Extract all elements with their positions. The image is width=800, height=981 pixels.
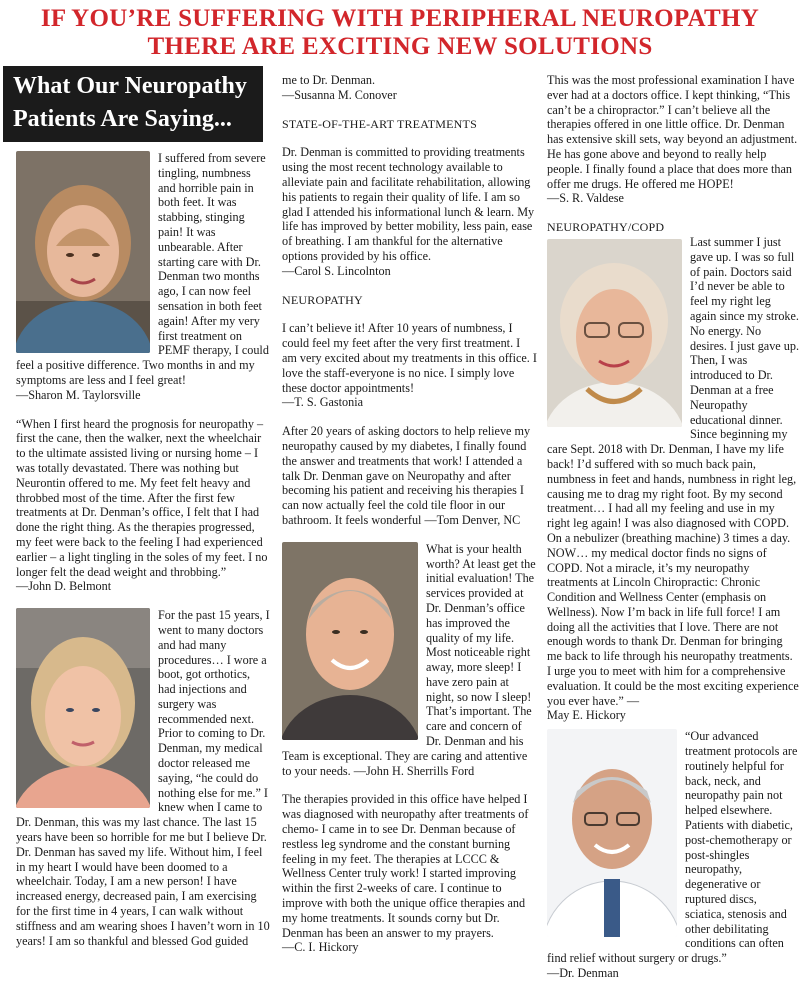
column-3 <box>547 73 799 981</box>
testimonial-carol-text: Dr. Denman is committed to providing treatments using the most recent technology available to alleviate pain and facilitate rehabilitation, allowing his patients to regain their quality of life. I am so glad I attended his informational lunch & learn. My life has improved by better mobility, less pain, ease of breathing. I am thankful for the alternative options provided by his office. <box>282 145 535 263</box>
testimonial-ci-signature: —C. I. Hickory <box>282 940 359 955</box>
testimonial-ci-text: The therapies provided in this office have helped I was diagnosed with neuropathy after treatments of chemo- I came in to see Dr. Denman because of restless leg syndrome and the constant burning feeling in my feet. The therapies at LCCC & Wellness Center truly work! I started improving within the first 2-weeks of care. I continue to improve with both the unique office therapies and my home treatments. It sounds corny but Dr. Denman has been an answer to my prayers. <box>282 792 529 940</box>
column-1 <box>16 151 270 948</box>
testimonial-carol-signature: —Carol S. Lincolnton <box>282 263 391 278</box>
headline-line-2: THERE ARE EXCITING NEW SOLUTIONS <box>147 33 653 60</box>
testimonial-ts-text: I can’t believe it! After 10 years of numbness, I could feel my feet after the very first treatment. I am very excited about my treatments in this office. I love the staff-everyone is no nice. I simply love these doctor appointments! <box>282 321 537 395</box>
testimonial-sharon-signature: —Sharon M. Taylorsville <box>16 387 141 402</box>
testimonial-sr-signature: —S. R. Valdese <box>547 191 624 206</box>
photo-may <box>547 239 682 427</box>
testimonial-john-d-text: “When I first heard the prognosis for neuropathy – first the cane, then the walker, next the wheelchair to the ultimate assisted living or nursing home – I was totally devastated. There was nothing but Neurontin offered to me. My feet felt heavy and throbbed most of the time. After the first few treatments at Dr. Denman’s office, I felt that I had done the right thing. As the therapies progressed, my feet were back to the feeling I had experienced earlier – a light tingling in the soles of my feet. I no longer felt the dead weight and throbbing.” <box>16 416 268 579</box>
section-title-line-1: What Our Neuropathy <box>13 73 247 99</box>
column-2 <box>282 73 538 955</box>
testimonial-susanna-text: For the past 15 years, I went to many doctors and had many procedures… I wore a boot, got orthotics, had injections and surgery was recommended next. Prior to coming to Dr. Denman, my medical doctor released me saying, “he could do nothing else for me.” I knew when I came to Dr. Denman, this was my last chance. The last 15 years have been so horrible for me but I believe Dr. Dr. Denman has saved my life. Without him, I feel in my heart I would have been doomed to a wheelchair. Today, I am a new person! I have increased energy, decreased pain, I am exercising for the first time in 4 years, I can walk without stiffness and am wearing shoes I haven’t worn in 10 years! I am so thankful and blessed God guided <box>16 608 270 948</box>
testimonial-tom-text: After 20 years of asking doctors to help relieve my neuropathy caused by my diabetes, I finally found the answer and treatments that work! I attended a talk Dr. Denman gave on Neuropathy and after becoming his patient and receiving his therapies I can now actually feel the cold tile floor in our bathroom. It feels wonderful —Tom Denver, NC <box>282 424 531 527</box>
subheading-neuropathy-copd: NEUROPATHY/COPD <box>547 220 665 235</box>
section-title-box <box>3 66 263 142</box>
testimonial-susanna-continued: me to Dr. Denman. <box>282 73 376 87</box>
testimonial-may-text: Last summer I just gave up. I was so full of pain. Doctors said I’d never be able to feel my right leg again since my stroke. No energy. No desires. I just gave up. Then, I was introduced to Dr. Denman at a free Neuropathy educational dinner. Since beginning my care Sept. 2018 with Dr. Denman, I have my life back! I’d suffered with so much back pain, numbness in feet and hands, numbness in right leg, causing me to drag my right foot. By my second treatment… I had all my feeling and use in my right leg again! I was also diagnosed with COPD. On a nebulizer (breathing machine) 3 times a day. NOW… my medical doctor finds no signs of COPD. Not a miracle, it’s my neuropathy treatments at Lincoln Chiropractic: Chronic Condition and Wellness Center (emphasis on Wellness). Now I’m back in life full force! I am doing all the activities that I love. There are not enough words to thank Dr. Denman for bringing me back to life through his neuropathy treatments. I urge you to meet with him for a comprehensive evaluation. It could be the most exciting experience you ever have.” — <box>547 234 799 708</box>
testimonial-may-signature: May E. Hickory <box>547 708 626 723</box>
photo-john-h <box>282 542 418 740</box>
testimonial-sharon-text: I suffered from severe tingling, numbness and horrible pain in both feet. It was stabbing, stinging pain! It was unbearable. After starting care with Dr. Denman two months ago, I can now feel sensation in both feet again! After my very first treatment on PEMF therapy, I could feel a positive difference. Two months in and my symptoms are less and I feel great! <box>16 151 269 387</box>
testimonial-john-d-signature: —John D. Belmont <box>16 579 112 594</box>
section-title-line-2: Patients Are Saying... <box>13 106 232 132</box>
photo-dr-denman <box>547 729 677 937</box>
dr-denman-quote-signature: —Dr. Denman <box>547 966 619 981</box>
dr-denman-quote-text: “Our advanced treatment protocols are routinely helpful for back, neck, and neuropathy pain not helped elsewhere. Patients with diabetic, post-chemotherapy or post-shingles neuropathy, degenerative or ruptured discs, sciatica, stenosis and other debilitating conditions can often find relief without surgery or drugs.” <box>547 729 798 966</box>
photo-susanna <box>16 608 150 808</box>
testimonial-sr-text: This was the most professional examination I have ever had at a doctors office. I kept thinking, “This can’t be a chiropractor.” I can’t believe all the therapies offered in one little office. Dr. Denman has extensive skill sets, way beyond an adjustment. He has gone above and beyond to really help people. I finally found a place that does more than offer me drugs. He offered me HOPE! <box>547 73 798 191</box>
testimonial-ts-signature: —T. S. Gastonia <box>282 395 364 410</box>
headline-line-1: IF YOU’RE SUFFERING WITH PERIPHERAL NEUROPATHY <box>40 5 760 32</box>
subheading-neuropathy: NEUROPATHY <box>282 292 363 307</box>
testimonial-john-h-text: What is your health worth? At least get the initial evaluation! The services provided at Dr. Denman’s office has improved the quality of my life. Most noticeable right away, more sleep! I have zero pain at night, so now I sleep! That’s important. The care and concern of Dr. Denman and his Team is exceptional. They are caring and attentive to your needs. —John H. Sherrills Ford <box>282 541 536 778</box>
photo-sharon <box>16 151 150 353</box>
testimonial-susanna-signature: —Susanna M. Conover <box>282 87 397 102</box>
subheading-state-of-the-art: STATE-OF-THE-ART TREATMENTS <box>282 116 477 131</box>
